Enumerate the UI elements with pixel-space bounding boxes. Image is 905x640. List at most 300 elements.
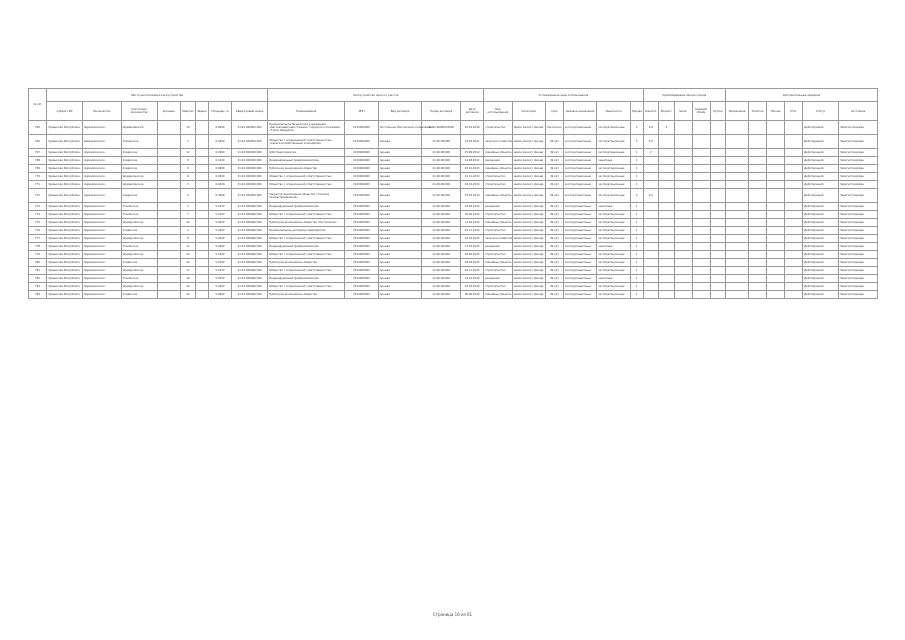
cell-use: строительство [484, 227, 512, 235]
cell-sp: 1 [630, 211, 643, 219]
cell-prot: эксплуатационные [597, 227, 630, 235]
cell-st [674, 251, 692, 259]
cell-date: 19.05.2014 [461, 203, 484, 211]
cell-urochishe [157, 121, 180, 135]
col-header: Наименование [268, 102, 345, 121]
cell-age [659, 267, 674, 275]
cell-g [710, 157, 726, 165]
cell-purpose: эксплуатационные [563, 227, 596, 235]
cell-region: Чувашская Республика [47, 243, 83, 251]
cell-forestry: Шумерлинское [83, 235, 122, 243]
cell-state: Зарегистрирован [839, 135, 878, 149]
cell-o [767, 135, 785, 149]
cell-o [767, 227, 785, 235]
cell-num: 21-00-00/000 [422, 243, 461, 251]
cell-kv: 18 [180, 275, 195, 283]
cell-kv: 17 [180, 267, 195, 275]
cell-urochishe [157, 283, 180, 291]
cell-av [692, 291, 710, 299]
cell-cad: 21:22:000000:000 [232, 283, 268, 291]
cell-cad: 21:22:000000:000 [232, 227, 268, 235]
cell-g [710, 291, 726, 299]
cell-term: бессрочно [545, 121, 563, 135]
cell-cat: земли лесного фонда [512, 235, 545, 243]
cell-use: линейные объекты [484, 219, 512, 227]
cell-contract: Аренда [378, 259, 422, 267]
col-header: Выдел [196, 102, 209, 121]
cell-b: 0,2 [643, 189, 658, 203]
cell-o [767, 203, 785, 211]
cell-name: Общество с ограниченной ответственностью [268, 283, 345, 291]
table-row [29, 157, 878, 165]
cell-av [692, 251, 710, 259]
cell-st [674, 135, 692, 149]
cell-date: 06.06.2016 [461, 291, 484, 299]
cell-t [785, 135, 803, 149]
col-header: Отметка [749, 102, 767, 121]
cell-forestry: Шумерлинское [83, 121, 122, 135]
cell-status: Действующий [803, 189, 839, 203]
cell-name: ООО Энергомонтаж [268, 149, 345, 157]
cell-age [659, 275, 674, 283]
cell-t [785, 275, 803, 283]
col-header: Итог [785, 102, 803, 121]
cell-m [749, 275, 767, 283]
cell-n: 775 [29, 219, 47, 227]
cell-term: 49 лет [545, 189, 563, 203]
col-header: Площадь, га [208, 102, 231, 121]
cell-st [674, 259, 692, 267]
cell-age [659, 283, 674, 291]
cell-name: Публичное акционерное общество [268, 259, 345, 267]
cell-b [643, 181, 658, 189]
cell-term: 49 лет [545, 291, 563, 299]
cell-sp: 1 [630, 181, 643, 189]
cell-note [726, 157, 749, 165]
group-header-forest: Лесоустройство лесного участка [268, 89, 484, 102]
cell-inn: 2125000000 [345, 121, 378, 135]
cell-purpose: эксплуатационные [563, 181, 596, 189]
cell-kv: 20 [180, 291, 195, 299]
cell-num: 21-00-00/000 [422, 275, 461, 283]
cell-region: Чувашская Республика [47, 135, 83, 149]
cell-urochishe [157, 259, 180, 267]
cell-term: 49 лет [545, 259, 563, 267]
cell-purpose: эксплуатационные [563, 235, 596, 243]
cell-t [785, 173, 803, 181]
col-header: Субъект РФ [47, 102, 83, 121]
cell-cat: земли лесного фонда [512, 291, 545, 299]
cell-region: Чувашская Республика [47, 203, 83, 211]
cell-purpose: эксплуатационные [563, 219, 596, 227]
cell-b [643, 267, 658, 275]
cell-prot: эксплуатационные [597, 219, 630, 227]
cell-prot: эксплуатационные [597, 165, 630, 173]
cell-inn: 2125000000 [345, 243, 378, 251]
cell-vd [196, 275, 209, 283]
cell-district: Шумерлинское [121, 181, 157, 189]
cell-kv: 1 [180, 135, 195, 149]
cell-cat: земли лесного фонда [512, 135, 545, 149]
cell-prot: защитные [597, 203, 630, 211]
cell-num: 21-00-00/000 [422, 173, 461, 181]
cell-date: 11.09.2014 [461, 219, 484, 227]
cell-contract: Аренда [378, 291, 422, 299]
cell-cad: 21:22:000000:000 [232, 219, 268, 227]
cell-region: Чувашская Республика [47, 267, 83, 275]
col-header: Группа [710, 102, 726, 121]
cell-region: Чувашская Республика [47, 235, 83, 243]
cell-prot: эксплуатационные [597, 189, 630, 203]
cell-prot: эксплуатационные [597, 259, 630, 267]
cell-use: линейные объекты [484, 291, 512, 299]
cell-forestry: Шумерлинское [83, 211, 122, 219]
cell-cad: 21:22:000000:000 [232, 291, 268, 299]
cell-st [674, 157, 692, 165]
cell-term: 49 лет [545, 283, 563, 291]
cell-o [767, 259, 785, 267]
cell-forestry: Шумерлинское [83, 267, 122, 275]
cell-n: 781 [29, 267, 47, 275]
cell-b [643, 227, 658, 235]
cell-area: 0,0200 [208, 181, 231, 189]
cell-date: 12.04.2011 [461, 135, 484, 149]
cell-use: рекреация [484, 157, 512, 165]
cell-cat: земли лесного фонда [512, 275, 545, 283]
cell-forestry: Шумерлинское [83, 275, 122, 283]
cell-o [767, 235, 785, 243]
cell-contract: Аренда [378, 211, 422, 219]
cell-g [710, 243, 726, 251]
cell-av [692, 135, 710, 149]
col-header: Номер договора [422, 102, 461, 121]
cell-state: Зарегистрирован [839, 157, 878, 165]
cell-use: линейные объекты [484, 165, 512, 173]
cell-cad: 21:22:000000:000 [232, 275, 268, 283]
cell-av [692, 121, 710, 135]
cell-region: Чувашская Республика [47, 121, 83, 135]
col-header: Возраст [659, 102, 674, 121]
cell-age [659, 259, 674, 267]
cell-urochishe [157, 227, 180, 235]
cell-sp: 1 [630, 291, 643, 299]
cell-prot: эксплуатационные [597, 251, 630, 259]
cell-status: Действующий [803, 121, 839, 135]
cell-purpose: эксплуатационные [563, 243, 596, 251]
cell-area: 0,0250 [208, 275, 231, 283]
cell-district: Торханское [121, 135, 157, 149]
cell-kv: 5 [180, 189, 195, 203]
cell-area: 0,0150 [208, 267, 231, 275]
cell-note [726, 211, 749, 219]
cell-forestry: Шумерлинское [83, 251, 122, 259]
cell-vd [196, 181, 209, 189]
cell-inn: 2125000000 [345, 219, 378, 227]
cell-note [726, 189, 749, 203]
cell-urochishe [157, 189, 180, 203]
cell-forestry: Шумерлинское [83, 157, 122, 165]
cell-vd [196, 251, 209, 259]
cell-use: строительство [484, 121, 512, 135]
header-group-row [29, 89, 878, 102]
cell-region: Чувашская Республика [47, 275, 83, 283]
cell-st [674, 235, 692, 243]
cell-purpose: эксплуатационные [563, 283, 596, 291]
cell-name: Индивидуальный предприниматель [268, 275, 345, 283]
cell-status: Действующий [803, 291, 839, 299]
cell-inn: 2125000000 [345, 275, 378, 283]
cell-name: Общество с ограниченной ответственностью [268, 181, 345, 189]
table-row [29, 165, 878, 173]
cell-sp: 1 [630, 203, 643, 211]
cell-purpose: эксплуатационные [563, 121, 596, 135]
cell-area: 0,0080 [208, 165, 231, 173]
cell-inn: 2125000000 [345, 165, 378, 173]
cell-district: Шумерлинское [121, 283, 157, 291]
cell-num: 21-00-00/000 [422, 227, 461, 235]
cell-num: 21:22:000000:0000 [422, 121, 461, 135]
cell-t [785, 251, 803, 259]
table-row [29, 251, 878, 259]
cell-cad: 21:22:000000:000 [232, 211, 268, 219]
cell-term: 49 лет [545, 235, 563, 243]
cell-prot: эксплуатационные [597, 135, 630, 149]
cell-g [710, 219, 726, 227]
cell-term: 49 лет [545, 243, 563, 251]
cell-region: Чувашская Республика [47, 291, 83, 299]
cell-area: 0,0140 [208, 157, 231, 165]
table-row [29, 243, 878, 251]
cell-b [643, 173, 658, 181]
cell-st [674, 211, 692, 219]
cell-contract: Постоянное (бессрочное) пользование [378, 121, 422, 135]
cell-term: 49 лет [545, 219, 563, 227]
cell-cad: 21:22:000000:000 [232, 173, 268, 181]
cell-prot: эксплуатационные [597, 267, 630, 275]
cell-m [749, 211, 767, 219]
cell-sp: 1 [630, 227, 643, 235]
cell-st [674, 181, 692, 189]
cell-note [726, 275, 749, 283]
cell-cat: земли лесного фонда [512, 173, 545, 181]
cell-n: 784 [29, 291, 47, 299]
cell-contract: Аренда [378, 267, 422, 275]
cell-region: Чувашская Республика [47, 165, 83, 173]
col-header: Бонитет [643, 102, 658, 121]
cell-note [726, 135, 749, 149]
cell-t [785, 157, 803, 165]
cell-sp: 1 [630, 243, 643, 251]
cell-cat: земли лесного фонда [512, 243, 545, 251]
cell-contract: Аренда [378, 165, 422, 173]
cell-m [749, 251, 767, 259]
cell-g [710, 227, 726, 235]
cell-inn: 2125000000 [345, 235, 378, 243]
group-header-purpose: Установленная цель использования [484, 89, 643, 102]
cell-use: строительство [484, 211, 512, 219]
cell-urochishe [157, 291, 180, 299]
cell-use: рекреация [484, 275, 512, 283]
cell-sp: 1 [630, 275, 643, 283]
cell-contract: Аренда [378, 283, 422, 291]
cell-use: строительство [484, 251, 512, 259]
cell-sp: 1 [630, 235, 643, 243]
cell-age [659, 227, 674, 235]
cell-forestry: Шумерлинское [83, 291, 122, 299]
cell-t [785, 219, 803, 227]
cell-urochishe [157, 203, 180, 211]
cell-av [692, 203, 710, 211]
cell-district: Шумерлинское [121, 121, 157, 135]
col-header: Лесничество [83, 102, 122, 121]
cell-region: Чувашская Республика [47, 219, 83, 227]
cell-urochishe [157, 251, 180, 259]
cell-cad: 21:22:000000:000 [232, 121, 268, 135]
cell-av [692, 219, 710, 227]
cell-area: 0,0600 [208, 291, 231, 299]
cell-district: Шумерлинское [121, 219, 157, 227]
cell-n: 779 [29, 251, 47, 259]
cell-use: строительство [484, 181, 512, 189]
cell-b [643, 283, 658, 291]
cell-t [785, 211, 803, 219]
cell-district: Шумерлинское [121, 173, 157, 181]
cell-note [726, 259, 749, 267]
cell-name: Общество с ограниченной ответственностью [268, 251, 345, 259]
cell-num: 21-00-00/000 [422, 157, 461, 165]
cell-sp: 1 [630, 259, 643, 267]
cell-contract: Аренда [378, 251, 422, 259]
group-header-species: Преобладающая лесная порода [643, 89, 725, 102]
cell-contract: Аренда [378, 181, 422, 189]
cell-vd [196, 157, 209, 165]
cell-district: Торханское [121, 203, 157, 211]
cell-use: линейные объекты [484, 149, 512, 157]
cell-age [659, 251, 674, 259]
cell-purpose: эксплуатационные [563, 259, 596, 267]
table-row [29, 149, 878, 157]
cell-term: 49 лет [545, 173, 563, 181]
cell-note [726, 227, 749, 235]
cell-st [674, 291, 692, 299]
cell-st [674, 267, 692, 275]
cell-kv: 4 [180, 227, 195, 235]
cell-status: Действующий [803, 227, 839, 235]
cell-purpose: эксплуатационные [563, 135, 596, 149]
cell-district: Шумерлинское [121, 251, 157, 259]
cell-sp: 1 [630, 149, 643, 157]
cell-region: Чувашская Республика [47, 283, 83, 291]
cell-term: 49 лет [545, 267, 563, 275]
cell-age [659, 181, 674, 189]
cell-b [643, 211, 658, 219]
cell-age [659, 149, 674, 157]
cell-term: 49 лет [545, 227, 563, 235]
cell-b [643, 259, 658, 267]
cell-term: 49 лет [545, 149, 563, 157]
cell-note [726, 165, 749, 173]
cell-g [710, 165, 726, 173]
cell-purpose: эксплуатационные [563, 211, 596, 219]
cell-name: Индивидуальный предприниматель [268, 157, 345, 165]
cell-av [692, 259, 710, 267]
cell-district: Ходарское [121, 165, 157, 173]
cell-status: Действующий [803, 203, 839, 211]
cell-forestry: Шумерлинское [83, 259, 122, 267]
cell-area: 0,2000 [208, 235, 231, 243]
cell-date: 20.11.2015 [461, 267, 484, 275]
cell-term: 49 лет [545, 157, 563, 165]
cell-date: 03.10.2013 [461, 165, 484, 173]
cell-purpose: эксплуатационные [563, 291, 596, 299]
cell-av [692, 173, 710, 181]
cell-st [674, 243, 692, 251]
cell-o [767, 211, 785, 219]
cell-kv: 19 [180, 283, 195, 291]
cell-o [767, 157, 785, 165]
cell-n: 769 [29, 165, 47, 173]
cell-st [674, 149, 692, 157]
cell-use: линейные объекты [484, 259, 512, 267]
cell-state: Зарегистрирован [839, 173, 878, 181]
table-row [29, 135, 878, 149]
cell-use: сельское хозяйство [484, 235, 512, 243]
cell-status: Действующий [803, 275, 839, 283]
cell-sp: 1 [630, 165, 643, 173]
cell-area: 0,0300 [208, 173, 231, 181]
table-row [29, 235, 878, 243]
cell-vd [196, 135, 209, 149]
cell-av [692, 283, 710, 291]
cell-cat: земли лесного фонда [512, 267, 545, 275]
cell-note [726, 283, 749, 291]
cell-av [692, 267, 710, 275]
cell-status: Действующий [803, 173, 839, 181]
cell-status: Действующий [803, 135, 839, 149]
cell-n: 770 [29, 173, 47, 181]
cell-o [767, 189, 785, 203]
cell-prot: эксплуатационные [597, 181, 630, 189]
table-row [29, 267, 878, 275]
cell-term: 49 лет [545, 181, 563, 189]
cell-kv: 9 [180, 157, 195, 165]
cell-n: 767 [29, 149, 47, 157]
col-header: Прочее [767, 102, 785, 121]
cell-num: 21-00-00/000 [422, 291, 461, 299]
table-row [29, 275, 878, 283]
cell-contract: Аренда [378, 157, 422, 165]
cell-av [692, 165, 710, 173]
cell-m [749, 135, 767, 149]
cell-kv: 15 [180, 251, 195, 259]
cell-status: Действующий [803, 211, 839, 219]
cell-inn: 2125000000 [345, 157, 378, 165]
col-header: Защитность [597, 102, 630, 121]
cell-kv: 16 [180, 259, 195, 267]
cell-av [692, 157, 710, 165]
cell-region: Чувашская Республика [47, 227, 83, 235]
cell-contract: Аренда [378, 219, 422, 227]
cell-area: 0,0100 [208, 251, 231, 259]
cell-t [785, 121, 803, 135]
cell-district: Шумерлинское [121, 267, 157, 275]
cell-cad: 21:22:000000:000 [232, 243, 268, 251]
cell-num: 21-00-00/000 [422, 181, 461, 189]
cell-purpose: эксплуатационные [563, 189, 596, 203]
cell-note [726, 219, 749, 227]
cell-purpose: эксплуатационные [563, 157, 596, 165]
cell-use: рекреация [484, 243, 512, 251]
